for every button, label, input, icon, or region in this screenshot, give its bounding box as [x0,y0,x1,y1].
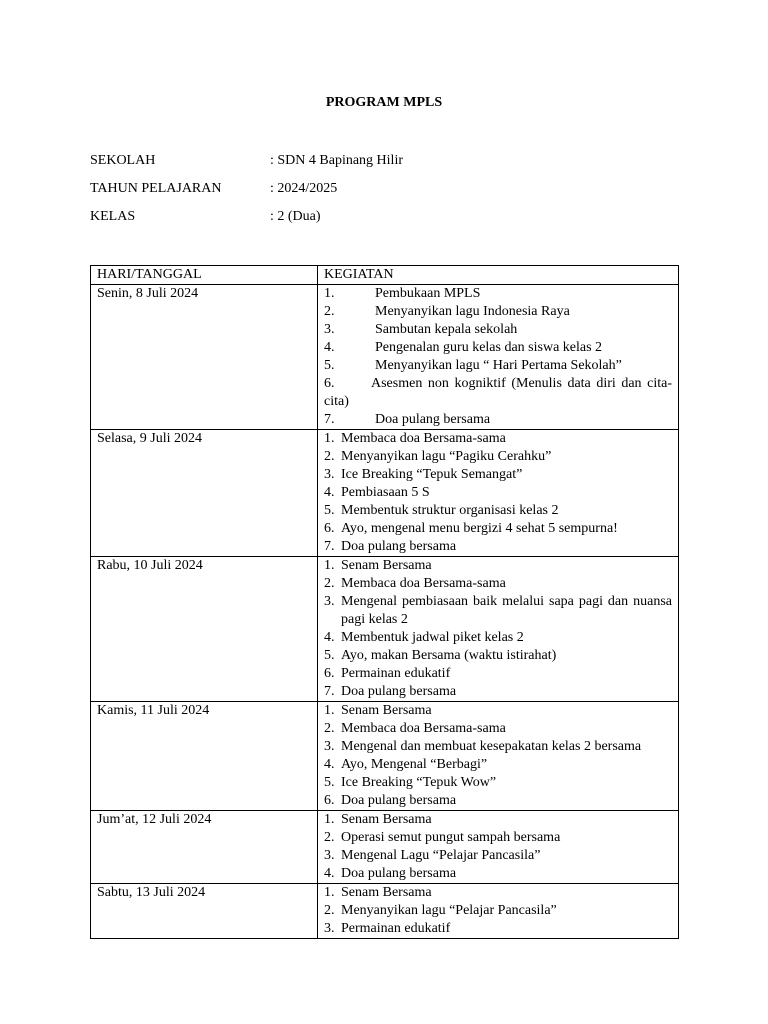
item-text: Doa pulang bersama [341,539,457,554]
item-text: Mengenal pembiasaan baik melalui sapa pagi dan nuansa pagi kelas 2 [341,594,672,627]
item-number: 2. [324,304,335,319]
list-item [324,774,672,792]
list-item [324,520,672,538]
list-item [324,811,672,829]
day-cell: Sabtu, 13 Juli 2024 [91,884,318,939]
item-text: Ayo, mengenal menu bergizi 4 sehat 5 sempurna! [341,521,618,536]
info-label: SEKOLAH [90,153,156,168]
item-number: 1. [324,431,335,446]
item-number: 4. [324,757,335,772]
item-number: 6. [324,793,335,808]
info-row-academic-year [90,180,690,208]
list-item [324,321,672,339]
list-item [324,647,672,665]
item-number: 2. [324,903,335,918]
list-item [324,375,672,411]
info-row-school [90,152,690,180]
item-text: Doa pulang bersama [341,866,457,881]
item-text: Membentuk jadwal piket kelas 2 [341,630,524,645]
table-header-row [91,266,679,285]
column-header-activities: KEGIATAN [318,266,679,285]
page-title: PROGRAM MPLS [325,95,443,110]
list-item [324,593,672,629]
activity-list [324,285,672,429]
list-item [324,720,672,738]
list-item [324,502,672,520]
day-cell: Jum’at, 12 Juli 2024 [91,811,318,884]
item-number: 6. [324,666,335,681]
item-number: 4. [324,866,335,881]
activities-cell [318,557,679,702]
list-item [324,466,672,484]
activities-cell [318,884,679,939]
item-number: 2. [324,576,335,591]
list-item [324,829,672,847]
item-number: 7. [324,684,335,699]
item-number: 1. [324,286,335,301]
activities-cell [318,702,679,811]
item-number: 5. [324,503,335,518]
list-item [324,285,672,303]
info-value: : 2 (Dua) [270,209,321,224]
item-number: 3. [324,848,335,863]
item-text: Pembukaan MPLS [375,286,481,301]
school-info [90,152,690,236]
item-text: Menyanyikan lagu “Pagiku Cerahku” [341,449,552,464]
list-item [324,448,672,466]
activities-cell [318,811,679,884]
item-number: 3. [324,467,335,482]
list-item [324,484,672,502]
table-row [91,702,679,811]
item-text: Menyanyikan lagu “ Hari Pertama Sekolah” [375,358,622,373]
item-number: 5. [324,775,335,790]
item-number: 2. [324,449,335,464]
info-label: KELAS [90,209,136,224]
list-item [324,792,672,810]
item-text: Permainan edukatif [341,921,451,936]
item-text: Senam Bersama [341,558,432,573]
list-item [324,683,672,701]
item-number: 5. [324,358,335,373]
item-number: 3. [324,594,335,609]
list-item [324,884,672,902]
activity-list [324,557,672,701]
item-number: 2. [324,721,335,736]
table-row [91,811,679,884]
item-number: 7. [324,539,335,554]
item-text: Membaca doa Bersama-sama [341,431,506,446]
day-cell: Kamis, 11 Juli 2024 [91,702,318,811]
item-number: 3. [324,322,335,337]
item-number: 1. [324,812,335,827]
column-header-day: HARI/TANGGAL [91,266,318,285]
list-item [324,339,672,357]
list-item [324,629,672,647]
item-text: Sambutan kepala sekolah [375,322,518,337]
list-item [324,303,672,321]
info-value: : SDN 4 Bapinang Hilir [270,153,403,168]
item-number: 6. [324,521,335,536]
table-row [91,285,679,430]
item-number: 1. [324,558,335,573]
list-item [324,665,672,683]
list-item [324,756,672,774]
item-text: Ayo, makan Bersama (waktu istirahat) [341,648,557,663]
day-cell: Rabu, 10 Juli 2024 [91,557,318,702]
item-text: Membaca doa Bersama-sama [341,576,506,591]
item-number: 3. [324,739,335,754]
list-item [324,411,672,429]
activity-list [324,702,672,810]
item-text: Ice Breaking “Tepuk Wow” [341,775,497,790]
item-text: Permainan edukatif [341,666,451,681]
list-item [324,538,672,556]
list-item [324,738,672,756]
schedule-table [90,265,679,939]
item-number: 2. [324,830,335,845]
item-text: Menyanyikan lagu “Pelajar Pancasila” [341,903,557,918]
item-number: 6. [324,376,335,391]
item-text: Senam Bersama [341,703,432,718]
item-text: Doa pulang bersama [341,684,457,699]
table-row [91,430,679,557]
item-number: 3. [324,921,335,936]
day-cell: Selasa, 9 Juli 2024 [91,430,318,557]
list-item [324,357,672,375]
info-value: : 2024/2025 [270,181,338,196]
item-text: Doa pulang bersama [375,412,491,427]
activity-list [324,430,672,556]
item-text: Senam Bersama [341,885,432,900]
item-text: Ice Breaking “Tepuk Semangat” [341,467,523,482]
item-number: 4. [324,630,335,645]
item-text: Mengenal Lagu “Pelajar Pancasila” [341,848,541,863]
item-number: 7. [324,412,335,427]
item-number: 1. [324,703,335,718]
activities-cell [318,430,679,557]
table-row [91,884,679,939]
list-item [324,920,672,938]
item-number: 4. [324,485,335,500]
list-item [324,557,672,575]
activities-cell [318,285,679,430]
item-text: Asesmen non kogniktif (Menulis data diri dan cita-cita) [324,376,672,409]
item-number: 5. [324,648,335,663]
item-number: 4. [324,340,335,355]
list-item [324,430,672,448]
list-item [324,575,672,593]
list-item [324,865,672,883]
item-text: Senam Bersama [341,812,432,827]
item-text: Doa pulang bersama [341,793,457,808]
item-number: 1. [324,885,335,900]
activity-list [324,811,672,883]
item-text: Membaca doa Bersama-sama [341,721,506,736]
day-cell: Senin, 8 Juli 2024 [91,285,318,430]
item-text: Membentuk struktur organisasi kelas 2 [341,503,559,518]
info-row-class [90,208,690,236]
table-row [91,557,679,702]
item-text: Menyanyikan lagu Indonesia Raya [375,304,570,319]
item-text: Operasi semut pungut sampah bersama [341,830,561,845]
item-text: Mengenal dan membuat kesepakatan kelas 2 bersama [341,739,642,754]
info-label: TAHUN PELAJARAN [90,181,222,196]
item-text: Pengenalan guru kelas dan siswa kelas 2 [375,340,603,355]
item-text: Ayo, Mengenal “Berbagi” [341,757,488,772]
list-item [324,702,672,720]
activity-list [324,884,672,938]
list-item [324,847,672,865]
item-text: Pembiasaan 5 S [341,485,430,500]
list-item [324,902,672,920]
